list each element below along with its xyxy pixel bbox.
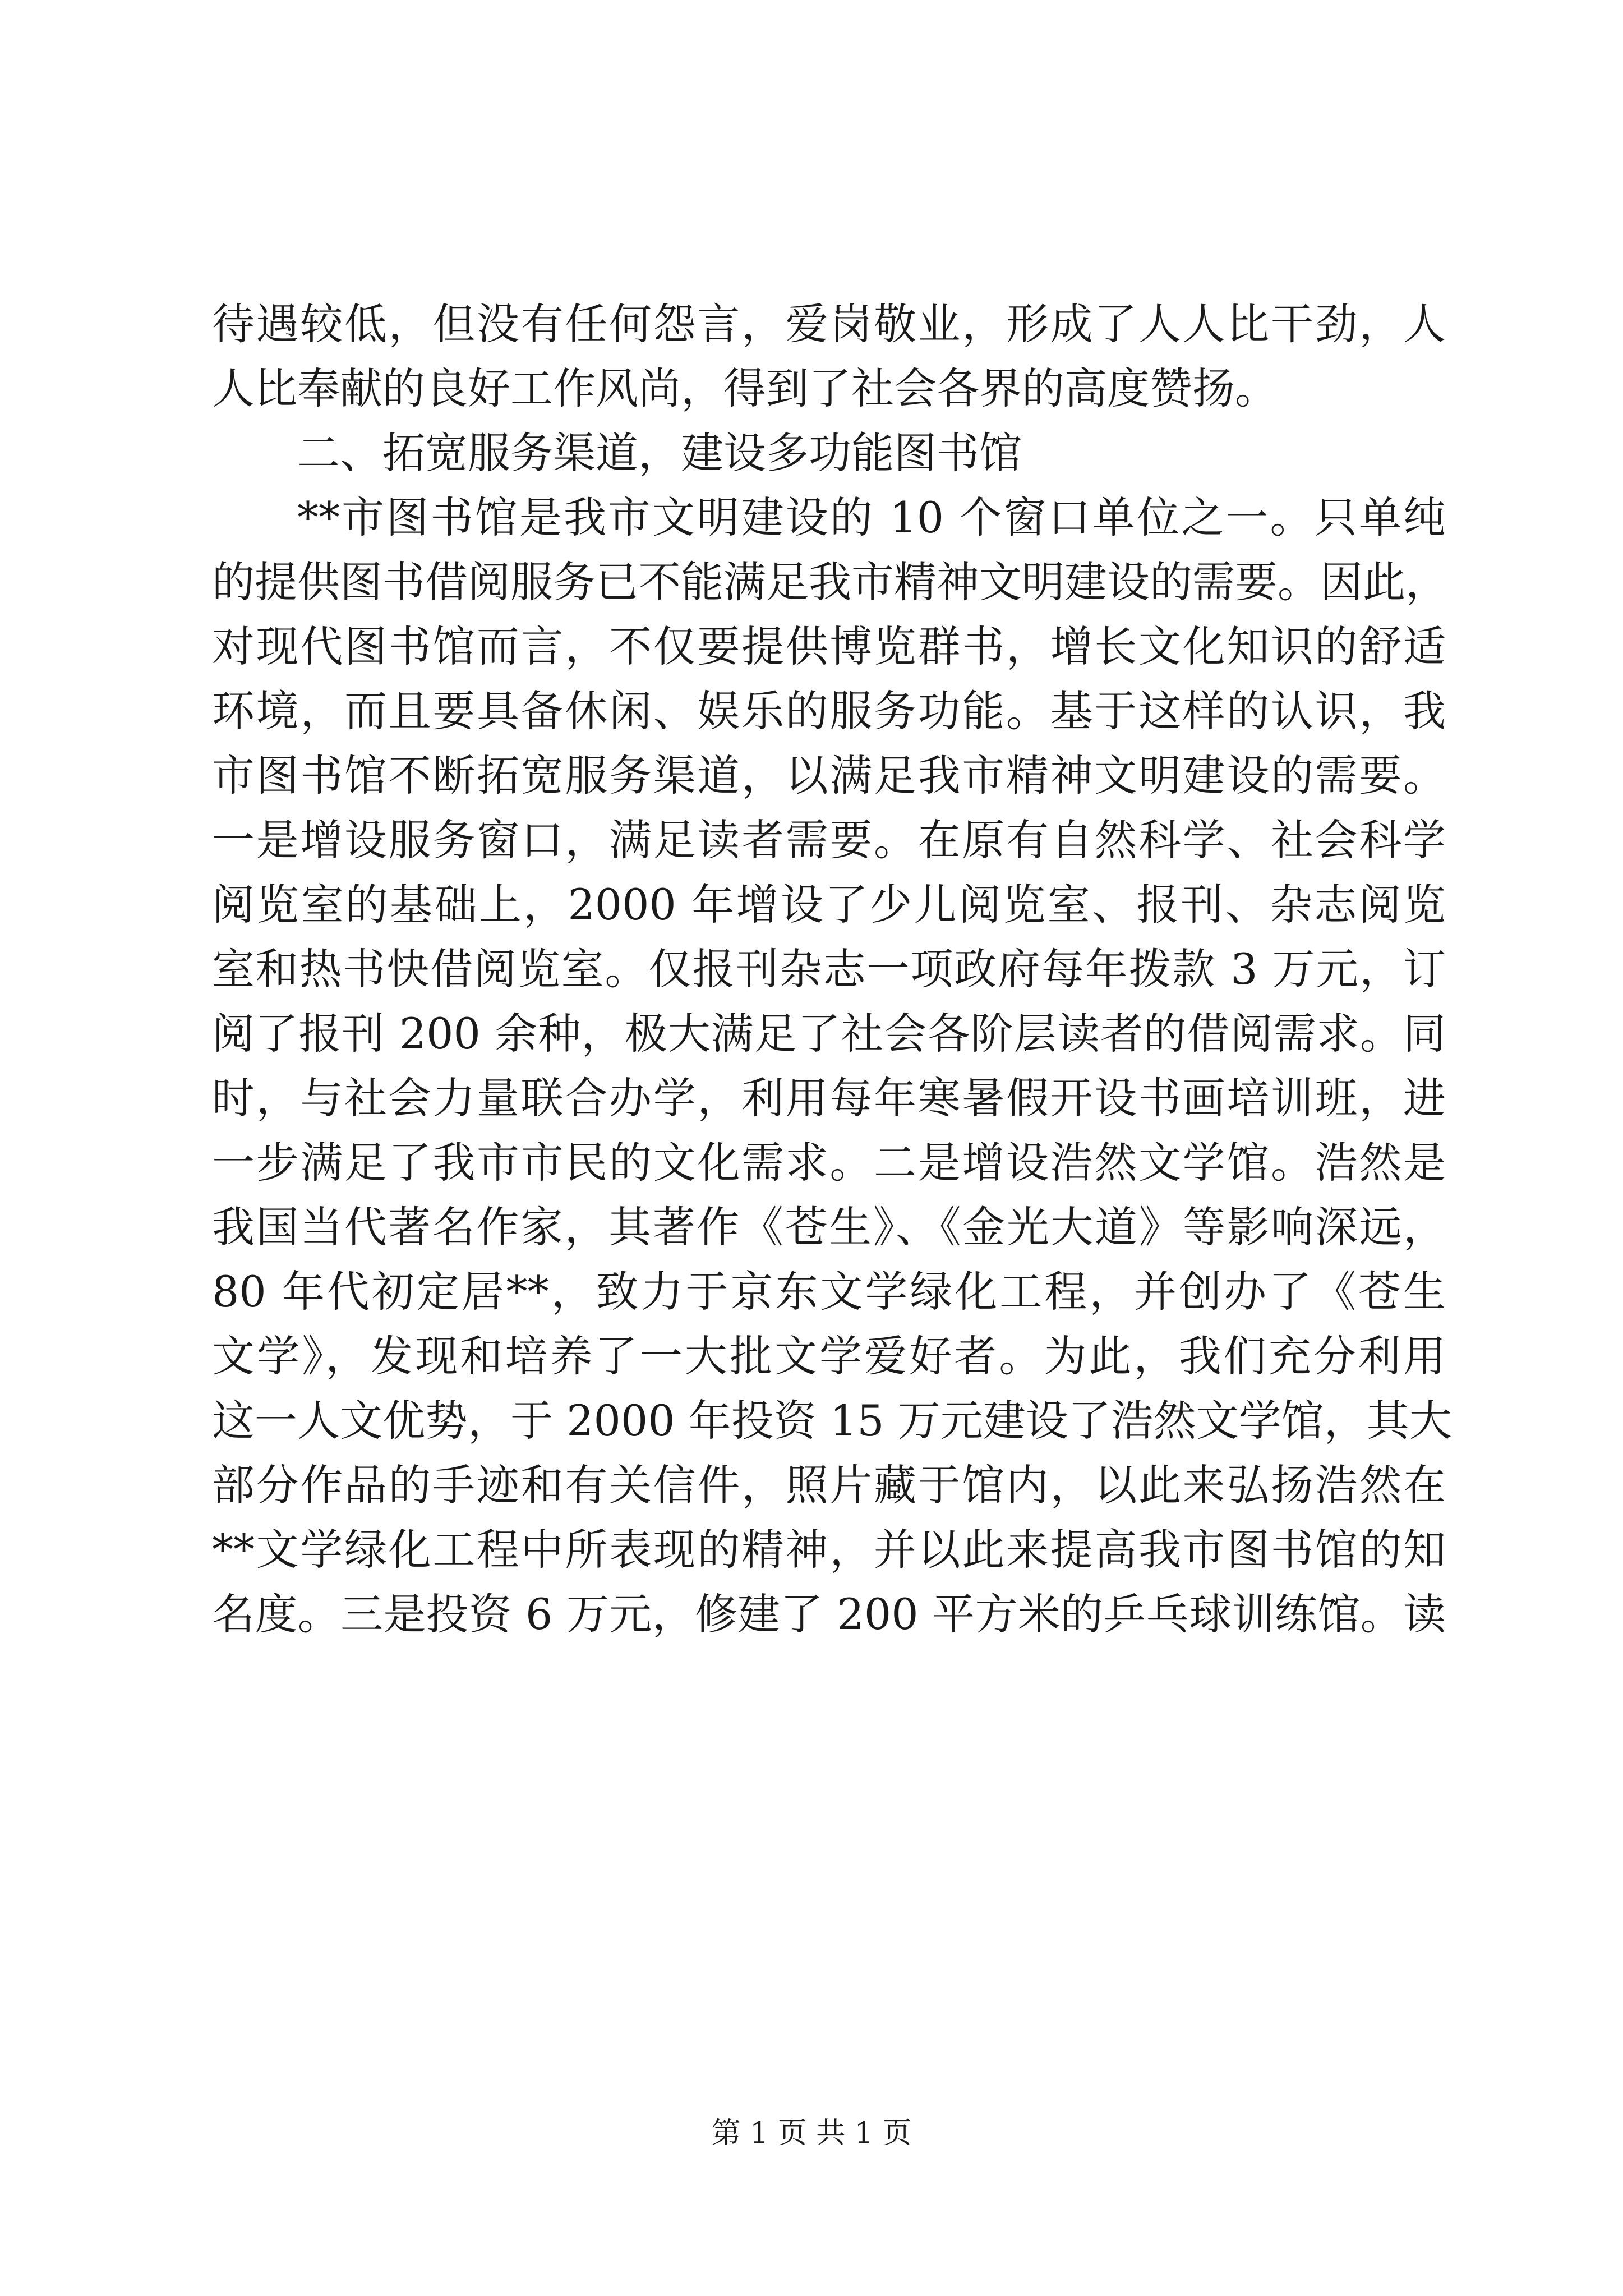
text-line: 待遇较低，但没有任何怨言，爱岗敬业，形成了人人比干劲，人 — [212, 299, 1446, 349]
text-line: 一是增设服务窗口，满足读者需要。在原有自然科学、社会科学 — [212, 815, 1446, 865]
text-line: **文学绿化工程中所表现的精神，并以此来提高我市图书馆的知 — [212, 1525, 1446, 1575]
text-line: 市图书馆不断拓宽服务渠道，以满足我市精神文明建设的需要。 — [212, 751, 1446, 800]
section-heading: 二、拓宽服务渠道，建设多功能图书馆 — [297, 428, 1022, 478]
text-line: 时，与社会力量联合办学，利用每年寒暑假开设书画培训班，进 — [212, 1073, 1446, 1123]
text-line: 我国当代著名作家，其著作《苍生》、《金光大道》等影响深远， — [212, 1202, 1446, 1252]
text-line: 一步满足了我市市民的文化需求。二是增设浩然文学馆。浩然是 — [212, 1138, 1446, 1188]
text-line: 这一人文优势，于 2000 年投资 15 万元建设了浩然文学馆，其大 — [212, 1396, 1452, 1446]
document-body — [212, 292, 1452, 1646]
text-line: 部分作品的手迹和有关信件，照片藏于馆内，以此来弘扬浩然在 — [212, 1460, 1446, 1510]
text-line: **市图书馆是我市文明建设的 10 个窗口单位之一。只单纯 — [297, 493, 1446, 542]
text-line: 名度。三是投资 6 万元，修建了 200 平方米的乒乓球训练馆。读 — [212, 1589, 1446, 1639]
text-line: 环境，而且要具备休闲、娱乐的服务功能。基于这样的认识，我 — [212, 686, 1446, 736]
text-line: 人比奉献的良好工作风尚，得到了社会各界的高度赞扬。 — [212, 364, 1278, 413]
text-line: 的提供图书借阅服务已不能满足我市精神文明建设的需要。因此， — [212, 557, 1448, 607]
text-line: 对现代图书馆而言，不仅要提供博览群书，增长文化知识的舒适 — [212, 622, 1446, 671]
text-line: 80 年代初定居**，致力于京东文学绿化工程，并创办了《苍生 — [212, 1267, 1446, 1317]
text-line: 文学》，发现和培养了一大批文学爱好者。为此，我们充分利用 — [212, 1331, 1446, 1381]
text-line: 阅了报刊 200 余种，极大满足了社会各阶层读者的借阅需求。同 — [212, 1009, 1446, 1059]
page-number: 第 1 页 共 1 页 — [711, 2116, 912, 2150]
text-line: 阅览室的基础上，2000 年增设了少儿阅览室、报刊、杂志阅览 — [212, 880, 1446, 930]
page-footer — [0, 2109, 1623, 2151]
text-line: 室和热书快借阅览室。仅报刊杂志一项政府每年拨款 3 万元，订 — [212, 944, 1446, 994]
